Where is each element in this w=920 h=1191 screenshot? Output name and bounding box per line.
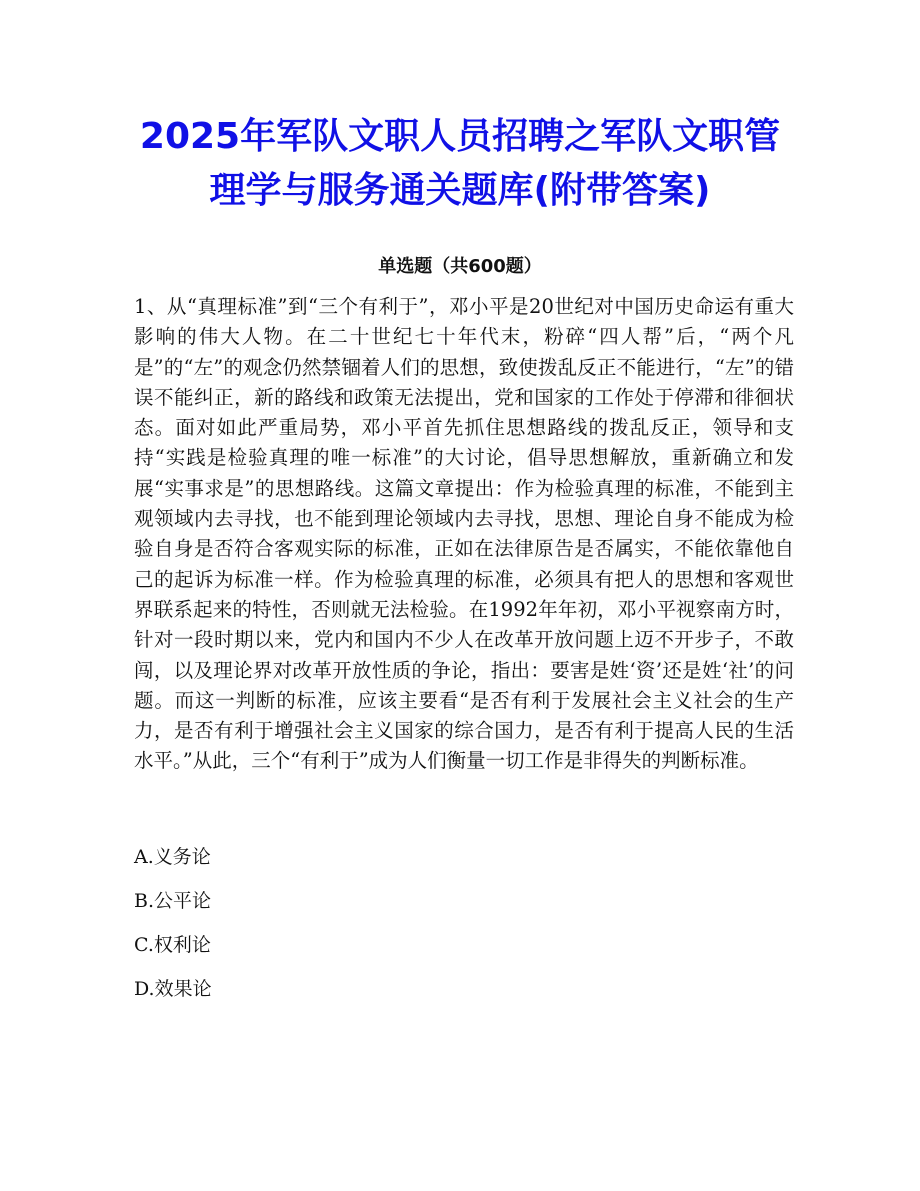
title-line-2: 理学与服务通关题库(附带答案): [209, 170, 711, 211]
option-c: C.权利论: [134, 934, 211, 956]
answer-options: [134, 842, 794, 1018]
option-d: D.效果论: [134, 978, 212, 1000]
question-text: 1、从“真理标准”到“三个有利于”，邓小平是20世纪对中国历史命运有重大影响的伟大人物。在二十世纪七十年代末，粉碎“四人帮”后，“两个凡是”的“左”的观念仍然禁锢着人们的思想，致使拨乱反正不能进行，“左”的错误不能纠正，新的路线和政策无法提出，党和国家的工作处于停滞和徘徊状态。面对如此严重局势，邓小平首先抓住思想路线的拨乱反正，领导和支持“实践是检验真理的唯一标准”的大讨论，倡导思想解放，重新确立和发展“实事求是”的思想路线。这篇文章提出：作为检验真理的标准，不能到主观领域内去寻找，也不能到理论领域内去寻找，思想、理论自身不能成为检验自身是否符合客观实际的标准，正如在法律原告是否属实，不能依靠他自己的起诉为标准一样。作为检验真理的标准，必须具有把人的思想和客观世界联系起来的特性，否则就无法检验。在1992年年初，邓小平视察南方时，针对一段时期以来，党内和国内不少人在改革开放问题上迈不开步子，不敢闯，以及理论界对改革开放性质的争论，指出：要害是姓‘资’还是姓‘社’的问题。而这一判断的标准，应该主要看“是否有利于发展社会主义社会的生产力，是否有利于增强社会主义国家的综合国力，是否有利于提高人民的生活水平。”从此，三个“有利于”成为人们衡量一切工作是非得失的判断标准。: [134, 295, 794, 773]
title-line-1: 2025年军队文职人员招聘之军队文职管: [139, 116, 781, 157]
option-a: A.义务论: [134, 846, 211, 868]
option-b: B.公平论: [134, 890, 212, 912]
document-title: [100, 110, 820, 218]
section-heading: 单选题（共600题）: [378, 256, 542, 277]
